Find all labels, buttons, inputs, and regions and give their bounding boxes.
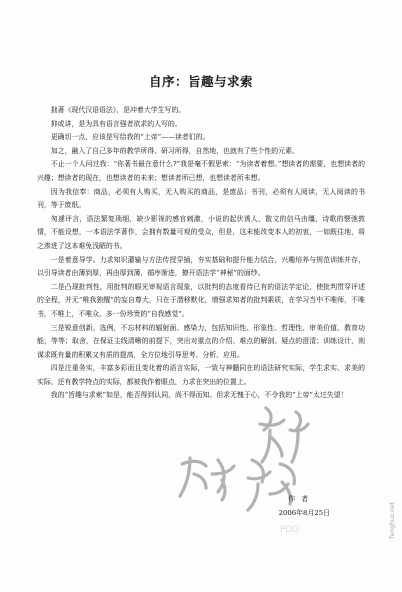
paragraph: 三是锐意创新，选例，不忘材料的辐射面、感染力，包括知识性、形象性、哲理性、审美价值、教育功能，等等；取舍，在保证主线清晰的前提下，突出对重点的介绍、难点的解剖、疑点的澄清；训练设计，则谋求既有量的积累又有质的提高，全方位地引导思考、分析、应用。	[37, 323, 365, 359]
paragraph: 更确切一点，应该是写给我的“上帝”——读者们的。	[50, 133, 210, 142]
paragraph: 拙著《现代汉语语法》，是冲着大学生写的。	[50, 106, 186, 114]
page-title: 自序：旨趣与求索	[148, 74, 253, 89]
body-text	[37, 104, 365, 403]
paragraph: 我的“旨趣与求索”如是，能否得到认同，尚不得而知。但求无愧于心，不令我的“上帝”太过失望！	[50, 391, 348, 400]
paragraph: 不止一个人问过我：“你著书最在意什么?”我是毫不假思索：“为读者着想。”想读者的需要，也想读者的兴趣；想读者的现在，也想读者的未来；想读者所已想，也想读者所未想。	[37, 160, 365, 182]
paragraph: 加之，融入了自己多年的教学所得、研习所得，自然地，也就有了些个性的元素。	[50, 146, 299, 155]
signature-block	[279, 493, 330, 520]
side-watermark: fenghuo.net	[389, 502, 396, 539]
paragraph: 因为我信奉：商品，必须有人购买，无人购买的商品，是废品；书刊，必须有人阅读，无人阅读的书刊，等于废纸。	[37, 187, 365, 210]
paragraph: 匆遽评言，语法繁复琐细，缺少影视的感官刺激，小说的起伏诱人，散文的信马由缰，诗歌的惬弛敦情，不能设想，一本语法学著作，会拥有数量可观的受众，但是，这未能改变本人的初衷，一如既往地，将之渗进了这本难免浅陋的书。	[37, 214, 365, 250]
signature-author: 作者	[288, 495, 314, 503]
paragraph: 二是凸现批判性，用批判的眼光审视语言现象，以批判的态度看待已有的语法学定论，使批判贯穿评述的全程，并无“唯我独醒”的妄自尊大，只在于潜移默化，增强求知者的批判素质，在学习当中不唯师，不唯书，不唯上，不唯众，多一份珍贵的“自我感觉”。	[37, 282, 365, 318]
pdg-watermark: PDG	[280, 525, 300, 535]
paragraph: 抑或讲，是为具有语言强者欲求的人写的。	[50, 119, 182, 128]
paragraph: 四是注重务实，丰富多彩而且变化着的语言实际，一致与神髓同在的语法研究实际，学生求实、求美的实际，还有教学特点的实际，都被我作着眼点，力求在突出的位置上。	[37, 364, 365, 386]
signature-date: 2006年8月25日	[278, 508, 330, 517]
paragraph: 一是着意导学。力求知识灌输与方法传授穿插，夯实基础和提升能力结合，兴趣培养与规范训练并存，以引导读者由薄到厚，再由厚到薄，循序渐进，撩开语法学“神秘”的面纱。	[37, 255, 365, 278]
